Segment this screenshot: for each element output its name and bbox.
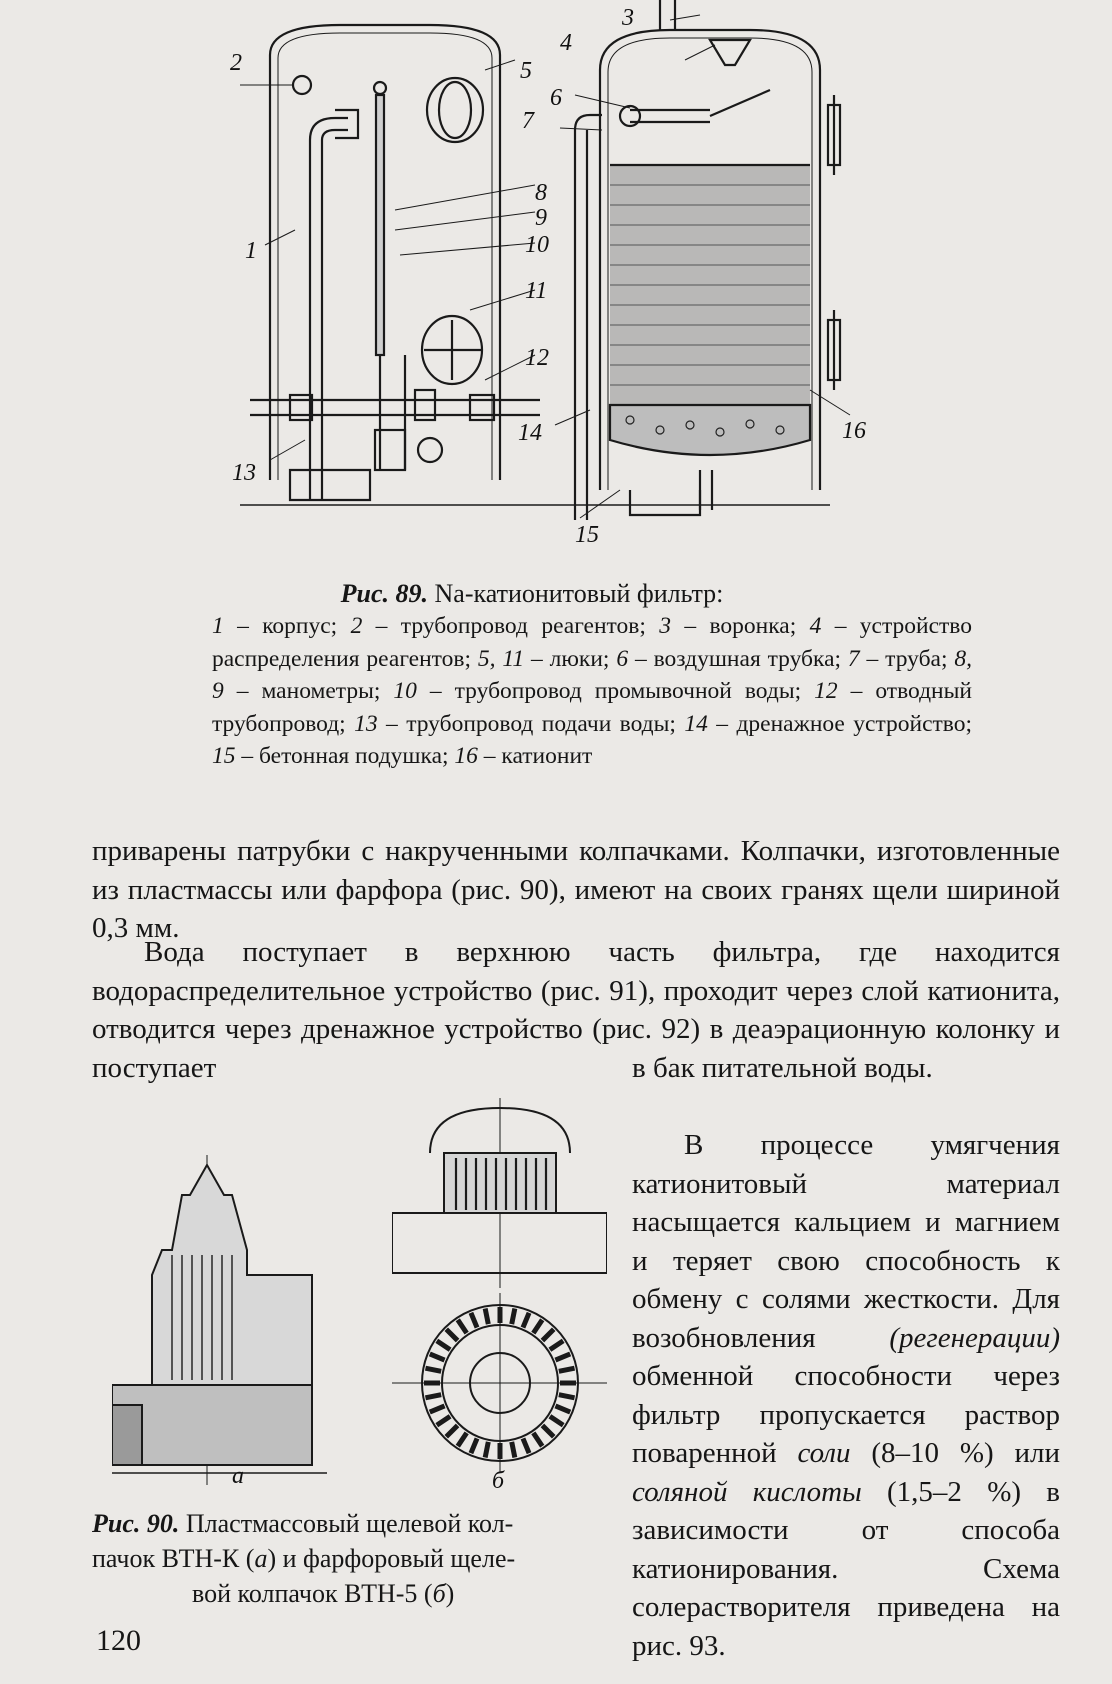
right-column-paragraph-1: в бак питательной воды. xyxy=(632,1052,933,1084)
legend-item-number: 8, 9 xyxy=(212,645,973,704)
fig89-label-10: 10 xyxy=(525,232,549,258)
legend-item-text: – трубопровод реагентов; xyxy=(362,613,660,639)
fig89-label-7: 7 xyxy=(522,108,534,134)
rc-text-b: обменной способности через фильтр пропускается раствор поваренной xyxy=(632,1360,1060,1469)
cap-slot xyxy=(542,1329,553,1340)
legend-item-text: – люки; xyxy=(524,645,617,672)
legend-item-number: 10 xyxy=(393,678,417,704)
figure-90a-drawing xyxy=(112,1155,327,1485)
legend-item-text: – устройство распределения реагентов; xyxy=(212,613,972,672)
cap-slot xyxy=(485,1308,488,1324)
cap-slot xyxy=(512,1308,515,1324)
cap-slot xyxy=(446,1329,457,1340)
cap-slot xyxy=(425,1395,441,1398)
figure-90-caption-l3a: вой колпачок ВТН-5 ( xyxy=(192,1579,433,1608)
figure-90-caption-title: Рис. 90. xyxy=(92,1509,180,1538)
cap-slot xyxy=(437,1341,450,1350)
paragraph-1: приварены патрубки с накрученными колпачками. Колпачки, изготовленные из пластмассы или фарфора (рис. 90), имеют на своих гранях щели шириной 0,3 мм. xyxy=(92,835,1060,944)
fig89-label-13: 13 xyxy=(232,460,256,486)
cap-slot xyxy=(550,1341,563,1350)
fig89-label-1: 1 xyxy=(245,238,257,264)
legend-item-text: – трубопровод подачи воды; xyxy=(377,710,685,737)
cap-slot xyxy=(555,1406,570,1412)
legend-item-number: 16 xyxy=(454,743,478,769)
rc-em-regeneration: (регенерации) xyxy=(889,1321,1060,1354)
cap-slot xyxy=(430,1354,445,1360)
fig89-label-9: 9 xyxy=(535,205,547,231)
fig90-label-a: а xyxy=(232,1463,244,1485)
cap-slot xyxy=(533,1320,542,1333)
fig89-label-12: 12 xyxy=(525,345,549,371)
fig89-label-6: 6 xyxy=(550,85,562,111)
cap-slot xyxy=(523,1313,529,1328)
cap-slot xyxy=(458,1320,467,1333)
cap-slot xyxy=(485,1442,488,1458)
legend-item-text: – воронка; xyxy=(671,613,810,639)
figure-90-caption-l2b: ) и фарфоровый щеле- xyxy=(267,1544,516,1573)
cap-slot xyxy=(430,1406,445,1412)
legend-item-number: 3 xyxy=(659,613,671,639)
fig89-label-14: 14 xyxy=(518,420,542,446)
legend-item-text: – катионит xyxy=(477,743,593,769)
figure-90-caption xyxy=(92,1506,622,1611)
fig89-label-4: 4 xyxy=(560,30,572,56)
paragraph-2: Вода поступает в верхнюю часть фильтра, где находится водораспределительное устройство (рис. 91), проходит через слой катионита, отводится через дренажное устройство (рис. 92) в деаэрационную колонку и поступает xyxy=(92,936,1060,1084)
page-number: 120 xyxy=(96,1624,141,1657)
cap-slot xyxy=(559,1395,575,1398)
fig89-label-11: 11 xyxy=(525,278,548,304)
legend-item-text: – корпус; xyxy=(223,613,351,639)
fig89-label-8: 8 xyxy=(535,180,547,206)
figure-89-drawing xyxy=(230,0,990,560)
legend-item-number: 15 xyxy=(212,743,236,769)
figure-89-caption xyxy=(92,578,972,773)
rc-em-salt: соли xyxy=(797,1437,851,1469)
rc-text-d: (1,5–2 %) в зависимости от способа катионирования. Схема солерастворителя приведена на рис. 93. xyxy=(632,1475,1060,1662)
cap-slot xyxy=(425,1368,441,1371)
legend-item-text: – дренажное устройство; xyxy=(707,710,972,737)
legend-item-number: 6 xyxy=(616,645,629,672)
figure-89-caption-title: Рис. 89. xyxy=(340,579,428,608)
legend-item-text: – отводный трубопровод; xyxy=(212,678,972,737)
cap-slot xyxy=(446,1425,457,1436)
fig89-label-15: 15 xyxy=(575,522,599,548)
figure-90-caption-l3b: ) xyxy=(445,1579,455,1608)
legend-item-text: – воздушная трубка; xyxy=(628,645,848,672)
cap-slot xyxy=(533,1433,542,1446)
fig89-label-2: 2 xyxy=(230,50,242,76)
figure-90b-drawing xyxy=(392,1098,607,1490)
legend-item-number: 7 xyxy=(847,645,860,672)
cap-slot xyxy=(555,1354,570,1360)
figure-90-caption-l2a: пачок ВТН-К ( xyxy=(92,1544,255,1573)
fig89-label-3: 3 xyxy=(622,5,634,31)
legend-item-number: 4 xyxy=(809,613,822,639)
cap-slot xyxy=(559,1368,575,1371)
fig89-label-5: 5 xyxy=(520,58,532,84)
figure-90-caption-line-1 xyxy=(92,1506,622,1541)
legend-item-text: – бетонная подушка; xyxy=(235,743,455,769)
cap-slot xyxy=(458,1433,467,1446)
figure-90-caption-l3em: б xyxy=(432,1579,446,1608)
cap-slot xyxy=(512,1442,515,1458)
legend-item-number: 12 xyxy=(814,678,838,704)
figure-89-legend xyxy=(92,610,972,773)
figure-90-caption-line-2 xyxy=(92,1541,622,1576)
legend-item-number: 13 xyxy=(354,710,378,737)
figure-90-caption-l2em: а xyxy=(254,1544,268,1573)
figure-89-caption-text: Na-катионитовый фильтр: xyxy=(434,579,724,608)
legend-item-number: 5, 11 xyxy=(477,645,525,672)
legend-item-text: – трубопровод промывочной воды; xyxy=(416,678,815,704)
figure-89-caption-head xyxy=(92,578,972,610)
figure-90-caption-line-3 xyxy=(92,1576,622,1611)
cap-slot xyxy=(471,1438,477,1453)
legend-item-text: – манометры; xyxy=(223,678,394,704)
rc-em-acid: соляной кислоты xyxy=(632,1475,862,1508)
cap-slot xyxy=(471,1313,477,1328)
cap-slot xyxy=(523,1438,529,1453)
fig89-label-16: 16 xyxy=(842,418,866,444)
fig90-label-b: б xyxy=(492,1468,505,1490)
right-column-paragraph-2 xyxy=(632,1126,1060,1665)
cap-slot xyxy=(542,1425,553,1436)
legend-item-text: – труба; xyxy=(859,645,955,672)
legend-item-number: 14 xyxy=(684,710,708,737)
legend-item-number: 2 xyxy=(350,613,363,639)
rc-text-a: В процессе умягчения катионитовый материал насыщается кальцием и магнием и теряет свою способность к обмену с солями жесткости. Для возобновления xyxy=(632,1129,1060,1354)
rc-text-c: (8–10 %) или xyxy=(850,1437,1061,1469)
cap-slot xyxy=(437,1416,450,1425)
figure-90-caption-l1: Пластмассовый щелевой кол- xyxy=(185,1509,514,1538)
legend-item-number: 1 xyxy=(212,613,224,639)
cap-slot xyxy=(550,1416,563,1425)
